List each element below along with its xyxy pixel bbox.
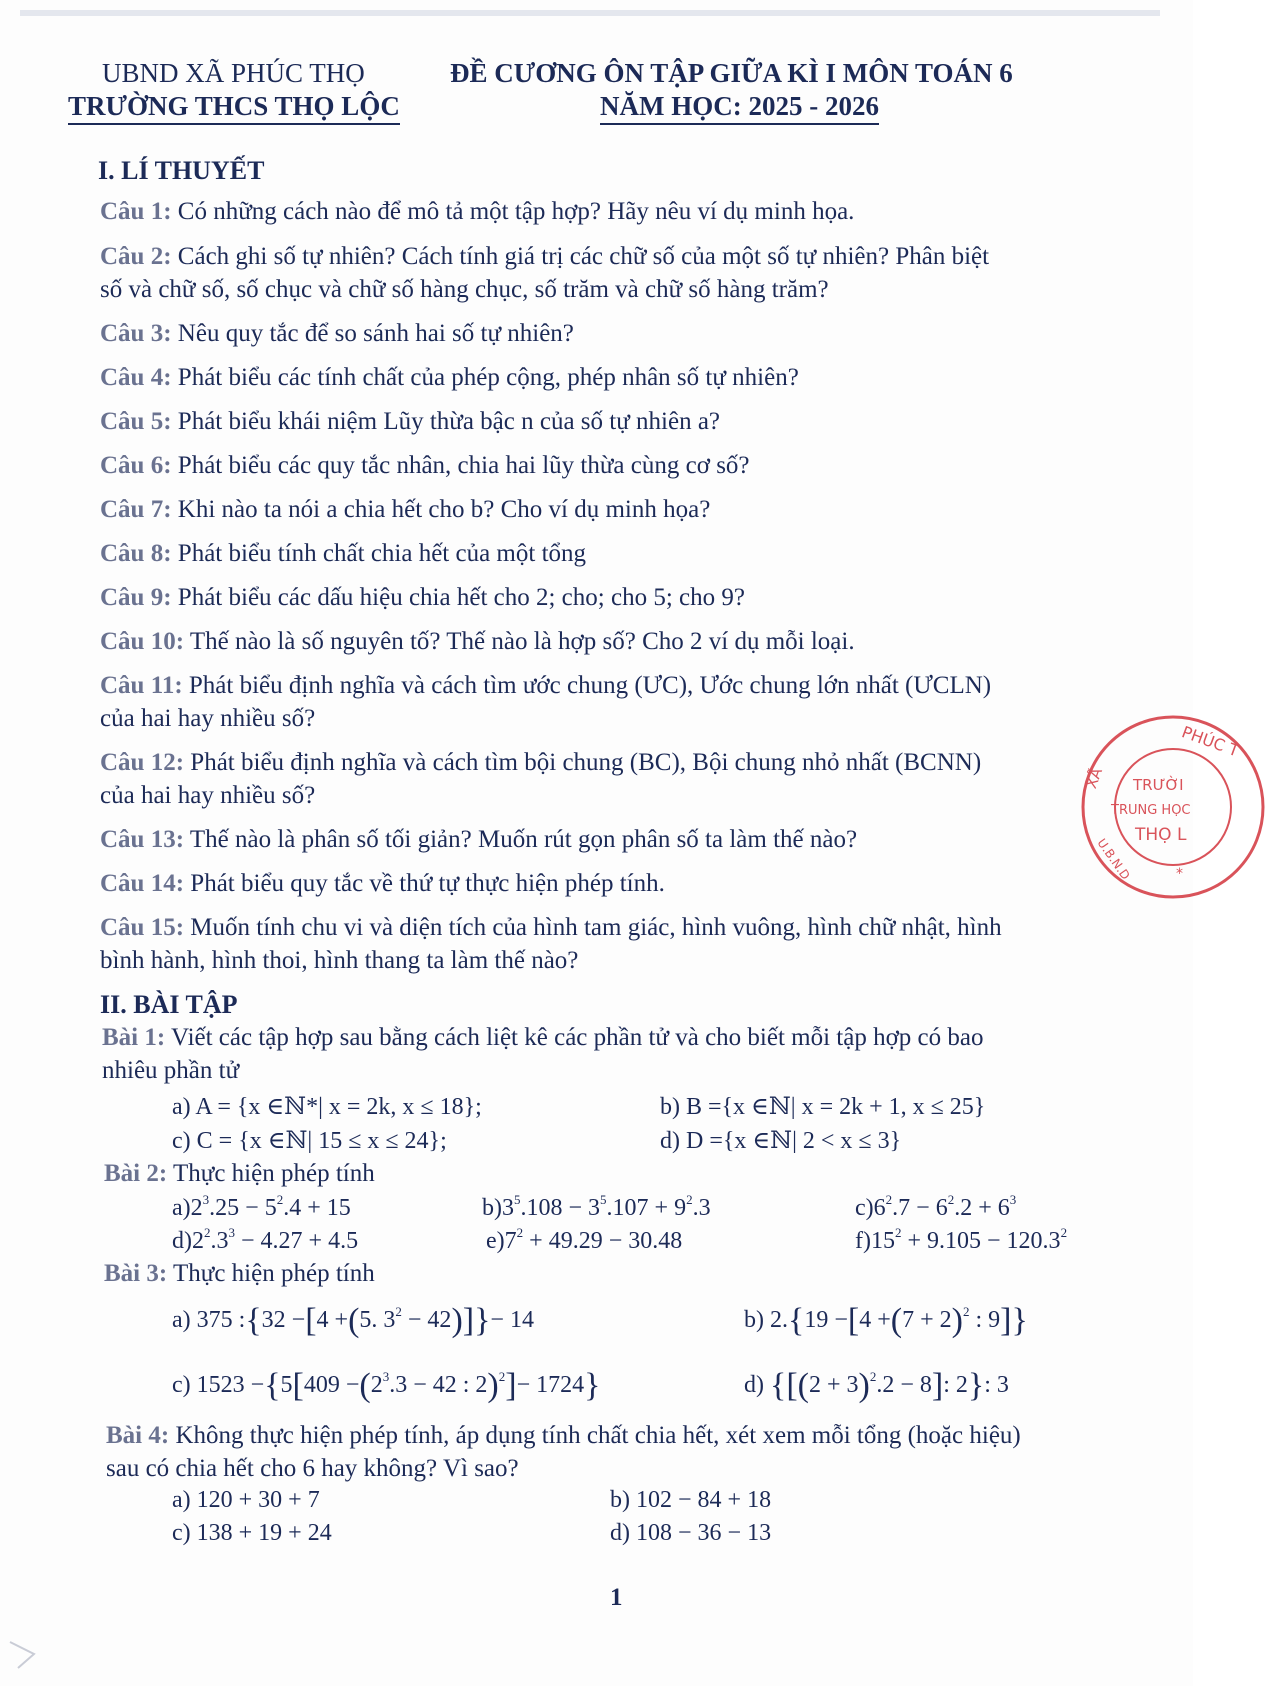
bai4-item-a: a) 120 + 30 + 7 [172,1487,320,1513]
question-2: Câu 2: Cách ghi số tự nhiên? Cách tính giá trị các chữ số của một số tự nhiên? Phân biệt [100,243,990,270]
question-13: Câu 13: Thế nào là phân số tối giản? Muốn rút gọn phân số ta làm thế nào? [100,826,858,853]
authority-name: UBND XÃ PHÚC THỌ [102,58,365,88]
bai2-item-c: $c)6^2.7 - 6^2.2 + 6^3$ [855,1192,1017,1221]
school-seal-stamp [1078,712,1268,902]
bai3-item-d: d) {$[(2 + 3)^2.2 - 8]$: 2}: 3 [744,1367,1009,1404]
question-6: Câu 6: Phát biểu các quy tắc nhân, chia hai lũy thừa cùng cơ số? [100,452,750,479]
question-7: Câu 7: Khi nào ta nói a chia hết cho b? Cho ví dụ minh họa? [100,496,711,523]
question-11-cont: của hai hay nhiều số? [100,705,316,732]
bai3-item-a: a) 375 :{32 −[4 +(5. $3^2 - 42)]\}- 14$ [172,1302,534,1339]
bai1-item-d: d) D ={x ∈ℕ| 2 < x ≤ 3} [660,1128,902,1154]
question-2-cont: số và chữ số, số chục và chữ số hàng chục, số trăm và chữ số hàng trăm? [100,276,829,303]
page-number: 1 [610,1584,623,1611]
bai3-item-b: b) $2.\{19 -[4 +(7 + 2)^2$ : 9]} [744,1302,1028,1339]
question-5: Câu 5: Phát biểu khái niệm Lũy thừa bậc n của số tự nhiên a? [100,408,721,435]
bai2-item-a: $a)2^3.25 - 5^2.4 + 15$ [172,1192,351,1221]
bai4-item-b: b) 102 − 84 + 18 [610,1487,772,1513]
question-11: Câu 11: Phát biểu định nghĩa và cách tìm ước chung (ƯC), Ước chung lớn nhất (ƯCLN) [100,672,992,699]
school-name: TRƯỜNG THCS THỌ LỘC [68,91,400,125]
question-8: Câu 8: Phát biểu tính chất chia hết của một tổng [100,540,587,567]
question-15: Câu 15: Muốn tính chu vi và diện tích của hình tam giác, hình vuông, hình chữ nhật, hình [100,914,1002,941]
bai4-cont: sau có chia hết cho 6 hay không? Vì sao? [106,1455,519,1482]
question-14: Câu 14: Phát biểu quy tắc về thứ tự thực hiện phép tính. [100,870,665,897]
stamp-inner-1: TRƯỜI [1133,776,1184,794]
stamp-text-left: XÃ [1082,765,1107,791]
bai3-item-c: c) $1523 -\{5[409 -(2^3.3 - 42$ : 2)$^2$]− 1724} [172,1367,601,1404]
stamp-text-top: PHÚC T [1179,722,1242,761]
bai1-cont: nhiêu phần tử [102,1057,240,1084]
bai1: Bài 1: Viết các tập hợp sau bằng cách liệt kê các phần tử và cho biết mỗi tập hợp có bao [102,1024,984,1051]
question-12-cont: của hai hay nhiều số? [100,782,316,809]
school-year: NĂM HỌC: 2025 - 2026 [600,91,879,125]
bai3: Bài 3: Thực hiện phép tính [104,1260,375,1287]
stamp-star: * [1176,866,1183,882]
question-4: Câu 4: Phát biểu các tính chất của phép cộng, phép nhân số tự nhiên? [100,364,799,391]
question-12: Câu 12: Phát biểu định nghĩa và cách tìm bội chung (BC), Bội chung nhỏ nhất (BCNN) [100,749,982,776]
bai4: Bài 4: Không thực hiện phép tính, áp dụng tính chất chia hết, xét xem mỗi tổng (hoặc hiệu) [106,1422,1021,1449]
stamp-text-bottom: U.B.N.D [1094,836,1133,883]
question-10: Câu 10: Thế nào là số nguyên tố? Thế nào là hợp số? Cho 2 ví dụ mỗi loại. [100,628,855,655]
question-15-cont: bình hành, hình thoi, hình thang ta làm thế nào? [100,947,579,974]
stamp-inner-2: TRUNG HỌC [1111,803,1191,818]
stamp-inner-3: THỌ L [1135,825,1187,845]
bai4-item-c: c) 138 + 19 + 24 [172,1520,332,1546]
scan-edge [20,10,1160,16]
bai2-item-f: $f)15^2 + 9.105 - 120.3^2$ [855,1225,1068,1254]
bai4-item-d: d) 108 − 36 − 13 [610,1520,772,1546]
question-1: Câu 1: Có những cách nào để mô tả một tập hợp? Hãy nêu ví dụ minh họa. [100,198,855,225]
bai2-item-b: $b)3^5.108 - 3^5.107 + 9^2.3$ [482,1192,711,1221]
scan-corner-mark [8,1640,38,1670]
question-9: Câu 9: Phát biểu các dấu hiệu chia hết cho 2; cho; cho 5; cho 9? [100,584,745,611]
bai2-item-d: $d)2^2.3^3 - 4.27 + 4.5$ [172,1225,359,1254]
document-title: ĐỀ CƯƠNG ÔN TẬP GIỮA KÌ I MÔN TOÁN 6 [450,58,1013,88]
bai2-item-e: $e)7^2 + 49.29 - 30.48$ [486,1225,683,1254]
exercises-heading: II. BÀI TẬP [100,990,238,1019]
bai2: Bài 2: Thực hiện phép tính [104,1160,375,1187]
bai1-item-a: a) A = {x ∈ℕ*| x = 2k, x ≤ 18}; [172,1094,482,1120]
theory-heading: I. LÍ THUYẾT [98,156,265,185]
question-3: Câu 3: Nêu quy tắc để so sánh hai số tự nhiên? [100,320,574,347]
bai1-item-c: c) C = {x ∈ℕ| 15 ≤ x ≤ 24}; [172,1128,447,1154]
bai1-item-b: b) B ={x ∈ℕ| x = 2k + 1, x ≤ 25} [660,1094,986,1120]
